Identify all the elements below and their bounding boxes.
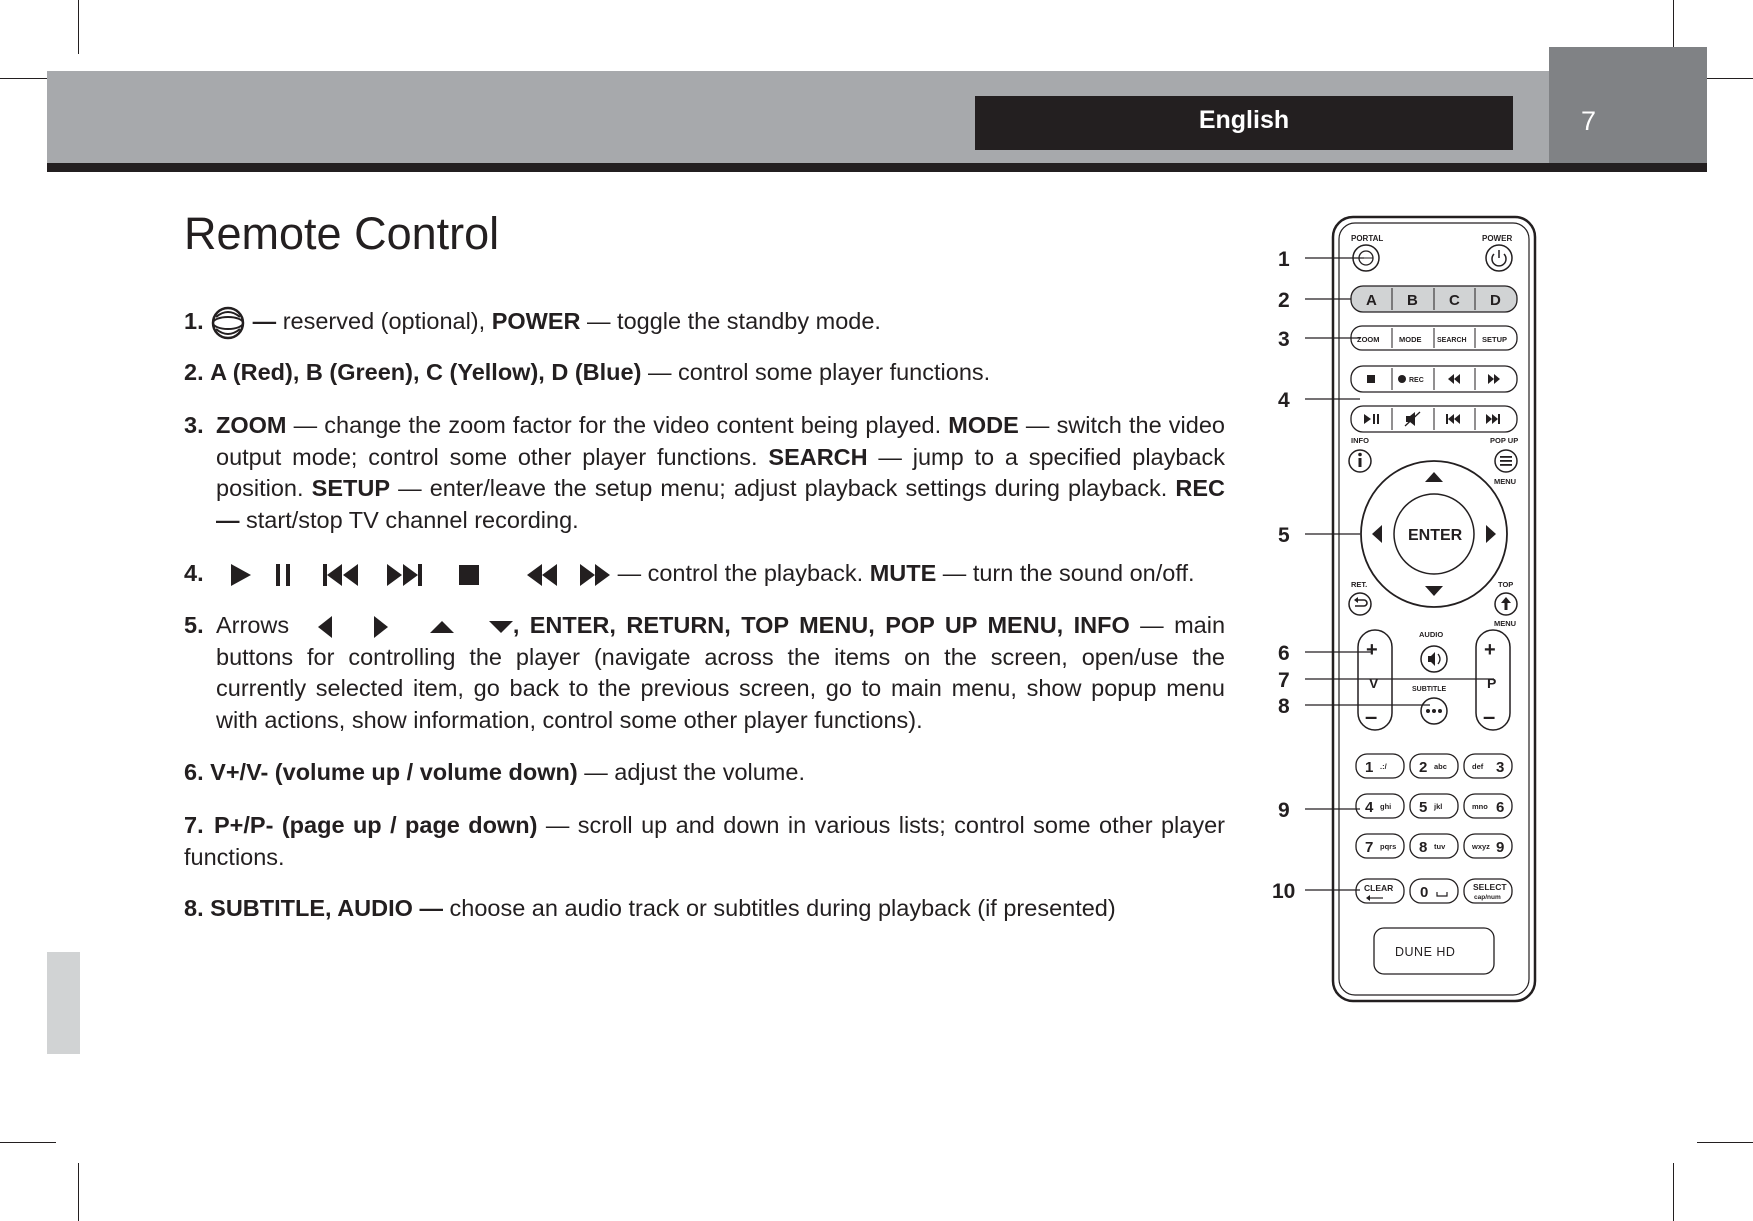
item-text: — adjust the volume. <box>577 759 805 785</box>
info-label: INFO <box>1351 436 1369 445</box>
backspace-icon <box>1366 895 1383 901</box>
key-letters: tuv <box>1434 842 1446 851</box>
item-number: 2. <box>184 359 204 385</box>
dpad-down[interactable] <box>1425 586 1443 596</box>
skip-back-icon <box>323 563 359 587</box>
side-tab <box>47 952 80 1054</box>
crop-mark <box>1673 1163 1674 1221</box>
list-item-1 <box>184 305 1225 341</box>
item-text: choose an audio track or subtitles during playback (if presented) <box>449 895 1116 921</box>
item-number: 3. <box>184 412 204 438</box>
list-item-2 <box>184 357 1225 389</box>
callout-9: 9 <box>1278 799 1290 822</box>
item-text: — scroll up and down in various lists; control some other player functions. <box>184 812 1225 870</box>
key-letters: def <box>1472 762 1484 771</box>
mode-button[interactable]: MODE <box>1399 335 1422 344</box>
list-item-6 <box>184 757 1225 789</box>
dpad-right[interactable] <box>1486 525 1496 543</box>
power-label: POWER <box>1482 234 1513 243</box>
item-keyword: SEARCH <box>768 443 868 470</box>
key-9[interactable] <box>1464 834 1512 858</box>
key-digit: 7 <box>1365 839 1374 856</box>
search-button[interactable]: SEARCH <box>1437 337 1467 344</box>
play-pause-button[interactable] <box>1364 414 1371 424</box>
subtitle-label: SUBTITLE <box>1412 686 1447 693</box>
item-text: — enter/leave the setup menu; adjust playback settings during playback. <box>390 475 1176 501</box>
button-a[interactable]: A <box>1366 292 1377 309</box>
header-rule <box>47 163 1707 172</box>
audio-label: AUDIO <box>1419 630 1444 639</box>
zoom-button[interactable]: ZOOM <box>1357 335 1380 344</box>
crop-mark <box>0 1142 56 1143</box>
item-keyword: V+/V- (volume up / volume down) <box>210 759 578 785</box>
space-icon <box>1437 892 1447 896</box>
button-b[interactable]: B <box>1407 292 1418 309</box>
play-icon <box>231 564 251 586</box>
return-button[interactable] <box>1349 593 1371 615</box>
key-digit: 6 <box>1496 799 1505 816</box>
select-label: SELECT <box>1473 882 1507 892</box>
page-label: P <box>1487 675 1497 691</box>
key-0-label: 0 <box>1420 884 1429 901</box>
clear-label: CLEAR <box>1364 883 1394 893</box>
item-keyword: SUBTITLE, AUDIO — <box>210 895 450 921</box>
key-digit: 2 <box>1419 759 1428 776</box>
rewind-icon <box>526 563 558 587</box>
button-c[interactable]: C <box>1449 292 1460 309</box>
list-item-8 <box>184 893 1225 925</box>
brand-logo: DUNE HD <box>1395 945 1456 959</box>
em-dash: — <box>246 308 283 335</box>
numeric-keypad <box>1356 754 1512 858</box>
key-8[interactable] <box>1410 834 1458 858</box>
key-1[interactable] <box>1356 754 1404 778</box>
callout-3: 3 <box>1278 328 1290 351</box>
portal-icon <box>210 305 246 341</box>
item-number: 1. <box>184 308 204 335</box>
page-title: Remote Control <box>184 208 500 259</box>
volume-label: V <box>1369 675 1379 691</box>
callout-1: 1 <box>1278 248 1290 271</box>
page-number: 7 <box>1581 106 1597 136</box>
dpad-up[interactable] <box>1425 472 1443 482</box>
top-label: TOP <box>1498 580 1514 589</box>
callout-8: 8 <box>1278 695 1290 718</box>
key-letters: wxyz <box>1472 842 1490 851</box>
item-keyword: , ENTER, RETURN, TOP MENU, POP UP MENU, INFO <box>512 612 1130 638</box>
popup-menu-button[interactable] <box>1495 450 1517 472</box>
item-text: — turn the sound on/off. <box>936 560 1195 586</box>
callout-10: 10 <box>1272 880 1296 903</box>
rec-button[interactable]: REC <box>1409 377 1424 384</box>
mute-button[interactable] <box>1405 412 1420 426</box>
arrow-left-icon <box>318 616 332 638</box>
list-item-3 <box>184 410 1225 536</box>
key-2[interactable] <box>1410 754 1458 778</box>
key-4[interactable] <box>1356 794 1404 818</box>
next-button[interactable] <box>1486 414 1492 424</box>
key-7[interactable] <box>1356 834 1404 858</box>
subtitle-button[interactable] <box>1421 698 1447 724</box>
key-5[interactable] <box>1410 794 1458 818</box>
key-letters: ghi <box>1380 802 1392 811</box>
key-6[interactable] <box>1464 794 1512 818</box>
capnum-label: cap/num <box>1474 894 1501 901</box>
key-digit: 9 <box>1496 839 1505 856</box>
callout-5: 5 <box>1278 524 1290 547</box>
crop-mark <box>78 1163 79 1221</box>
page-number-box <box>1549 47 1707 163</box>
stop-button[interactable] <box>1367 375 1375 383</box>
item-keyword: ZOOM <box>216 412 287 438</box>
item-text: — change the zoom factor for the video content being played. <box>286 412 949 438</box>
item-number: 4. <box>184 560 204 586</box>
item-number: 7. <box>184 812 204 838</box>
button-d[interactable]: D <box>1490 292 1501 309</box>
item-text: reserved (optional), <box>282 308 492 335</box>
item-keyword: P+/P- (page up / page down) <box>214 812 538 838</box>
audio-button[interactable] <box>1421 646 1447 672</box>
arrow-up-icon <box>430 621 454 633</box>
arrow-right-icon <box>374 616 388 638</box>
callout-2: 2 <box>1278 289 1290 312</box>
item-text: Arrows <box>216 612 290 638</box>
key-digit: 4 <box>1365 799 1374 816</box>
popup-menu-label: MENU <box>1494 477 1517 486</box>
item-keyword: REC — <box>216 475 1225 533</box>
callout-7: 7 <box>1278 669 1290 692</box>
volume-plus: + <box>1366 639 1378 661</box>
arrow-down-icon <box>489 621 513 633</box>
language-label: English <box>975 96 1513 150</box>
key-letters: mno <box>1472 802 1488 811</box>
key-letters: pqrs <box>1380 842 1397 851</box>
item-text: — control some player functions. <box>641 359 991 385</box>
list-item-4 <box>184 558 1225 590</box>
key-3[interactable] <box>1464 754 1512 778</box>
ffwd-button[interactable] <box>1488 374 1494 384</box>
item-text: start/stop TV channel recording. <box>246 506 579 533</box>
skip-forward-icon <box>386 563 422 587</box>
list-item-7 <box>184 810 1225 873</box>
item-keyword: POWER <box>491 308 581 335</box>
callout-6: 6 <box>1278 642 1290 665</box>
crop-mark <box>1697 1142 1753 1143</box>
rec-dot-icon <box>1398 375 1406 383</box>
item-text: — jump to a specified playback position. <box>216 443 1226 501</box>
setup-button[interactable]: SETUP <box>1482 335 1508 344</box>
power-button[interactable] <box>1486 245 1512 271</box>
item-keyword: A (Red), B (Green), C (Yellow), D (Blue) <box>210 359 642 385</box>
page-minus: – <box>1483 704 1496 729</box>
return-label: RET. <box>1351 580 1368 589</box>
item-number: 6. <box>184 759 204 785</box>
key-0[interactable] <box>1410 879 1458 903</box>
remote-control-illustration <box>1260 210 1560 1010</box>
page-plus: + <box>1484 639 1496 661</box>
item-number: 5. <box>184 612 204 638</box>
key-digit: 1 <box>1365 759 1374 776</box>
key-letters: jkl <box>1434 802 1443 811</box>
enter-label: ENTER <box>1408 527 1463 544</box>
prev-button[interactable] <box>1446 414 1448 424</box>
top-menu-button[interactable] <box>1495 593 1517 615</box>
popup-label: POP UP <box>1490 436 1519 445</box>
item-number: 8. <box>184 895 204 921</box>
crop-mark <box>78 0 79 54</box>
fast-forward-icon <box>579 563 611 587</box>
item-keyword: MUTE <box>869 560 937 586</box>
portal-label: PORTAL <box>1351 234 1384 243</box>
item-text: — control the playback. <box>611 560 870 586</box>
crop-mark <box>1673 0 1674 54</box>
key-digit: 5 <box>1419 799 1428 816</box>
pause-icon <box>276 564 290 586</box>
key-digit: 8 <box>1419 839 1428 856</box>
item-text: — switch the video output mode; control some other player functions. <box>216 412 1225 470</box>
item-keyword: SETUP <box>311 475 390 501</box>
stop-icon <box>459 565 479 585</box>
key-letters: .:/ <box>1380 762 1387 771</box>
item-text: — toggle the standby mode. <box>580 308 881 335</box>
key-letters: abc <box>1434 762 1447 771</box>
dpad-left[interactable] <box>1372 525 1382 543</box>
rewind-button[interactable] <box>1448 374 1454 384</box>
list-item-5 <box>184 610 1225 736</box>
item-text: — main buttons for controlling the player (navigate across the items on the screen, open/use the currently selected item, go back to the previous screen, go to main menu, show popup menu with actions, show information, control some other player functions). <box>216 612 1226 733</box>
info-button[interactable] <box>1349 450 1371 472</box>
callout-4: 4 <box>1278 389 1290 412</box>
volume-minus: – <box>1365 704 1378 729</box>
top-menu-label: MENU <box>1494 619 1517 628</box>
key-digit: 3 <box>1496 759 1505 776</box>
item-keyword: MODE <box>948 412 1019 438</box>
